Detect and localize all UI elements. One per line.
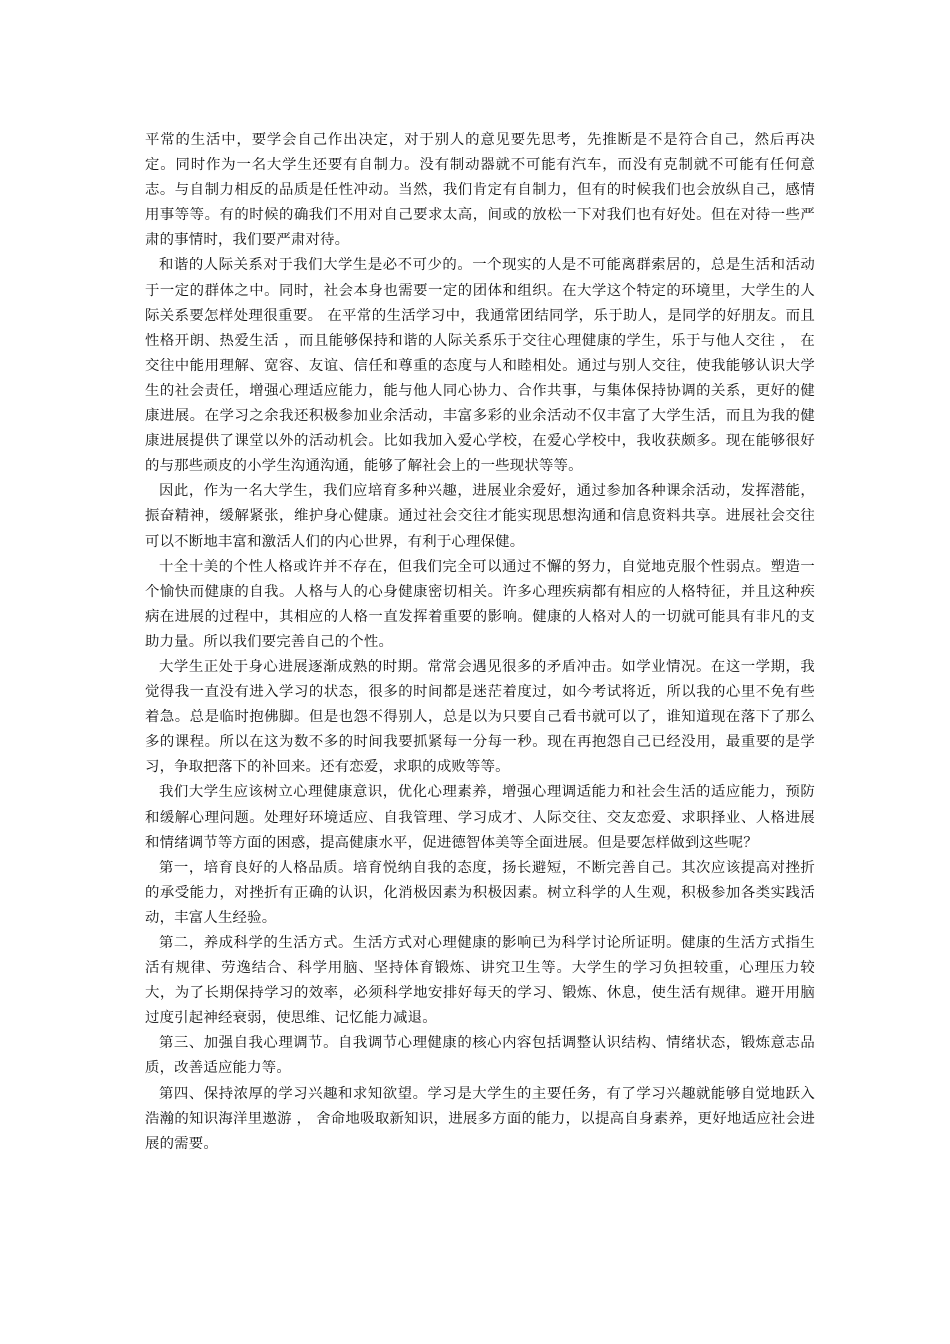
paragraph-interpersonal-relations: 和谐的人际关系对于我们大学生是必不可少的。一个现实的人是不可能离群索居的，总是生活和活动于一定的群体之中。同时，社会本身也需要一定的团体和组织。在大学这个特定的环境里，大学生的人际关系要怎样处理很重要。 在平常的生活学习中，我通常团结同学，乐于助人，是同学的好朋友。而且性格开朗、热爱生活 ，而且能够保持和谐的人际关系乐于交往心理健康的学生，乐于与他人交往 ， 在交往中能用理解、宽容、友谊、信任和尊重的态度与人和睦相处。通过与别人交往，使我能够认识大学生的社会责任，增强心理适应能力，能与他人同心协力、合作共事，与集体保持协调的关系，更好的健康进展。在学习之余我还积极参加业余活动，丰富多彩的业余活动不仅丰富了大学生活，而且为我的健康进展提供了课堂以外的活动机会。比如我加入爱心学校，在爱心学校中，我收获颇多。现在能够很好的与那些顽皮的小学生沟通沟通，能够了解社会上的一些现状等等。 [145,257,815,475]
paragraph-self-control: 平常的生活中，要学会自己作出决定，对于别人的意见要先思考，先推断是不是符合自己，然后再决定。同时作为一名大学生还要有自制力。没有制动器就不可能有汽车，而没有克制就不可能有任何意志。与自制力相反的品质是任性冲动。当然，我们肯定有自制力，但有的时候我们也会放纵自己，感情用事等等。有的时候的确我们不用对自己要求太高，间或的放松一下对我们也有好处。但在对待一些严肃的事情时，我们要严肃对待。 [145,132,815,249]
paragraph-point-three: 第三、加强自我心理调节。自我调节心理健康的核心内容包括调整认识结构、情绪状态，锻炼意志品质，改善适应能力等。 [145,1035,815,1077]
paragraph-study-conflicts: 大学生正处于身心进展逐渐成熟的时期。常常会遇见很多的矛盾冲击。如学业情况。在这一学期，我觉得我一直没有进入学习的状态，很多的时间都是迷茫着度过，如今考试将近，所以我的心里不免有些着急。总是临时抱佛脚。但是也怨不得别人，总是以为只要自己看书就可以了，谁知道现在落下了那么多的课程。所以在这为数不多的时间我要抓紧每一分每一秒。现在再抱怨自己已经没用，最重要的是学习，争取把落下的补回来。还有恋爱，求职的成败等等。 [145,658,815,776]
paragraph-mental-health-awareness: 我们大学生应该树立心理健康意识，优化心理素养，增强心理调适能力和社会生活的适应能力，预防和缓解心理问题。处理好环境适应、自我管理、学习成才、人际交往、交友恋爱、求职择业、人格进展和情绪调节等方面的困惑，提高健康水平，促进德智体美等全面进展。但是要怎样做到这些呢？ [145,784,815,851]
paragraph-personality: 十全十美的个性人格或许并不存在，但我们完全可以通过不懈的努力，自觉地克服个性弱点。塑造一个愉快而健康的自我。人格与人的心身健康密切相关。许多心理疾病都有相应的人格特征，并且这种疾病在进展的过程中，其相应的人格一直发挥着重要的影响。健康的人格对人的一切就可能具有非凡的支助力量。所以我们要完善自己的个性。 [145,558,815,650]
document-body [145,128,815,1157]
paragraph-point-one: 第一，培育良好的人格品质。培育悦纳自我的态度，扬长避短，不断完善自己。其次应该提高对挫折的承受能力，对挫折有正确的认识，化消极因素为积极因素。树立科学的人生观，积极参加各类实践活动，丰富人生经验。 [145,859,815,926]
paragraph-point-two: 第二，养成科学的生活方式。生活方式对心理健康的影响已为科学讨论所证明。健康的生活方式指生活有规律、劳逸结合、科学用脑、坚持体育锻炼、讲究卫生等。大学生的学习负担较重，心理压力较大，为了长期保持学习的效率，必须科学地安排好每天的学习、锻炼、休息，使生活有规律。避开用脑过度引起神经衰弱，使思维、记忆能力减退。 [145,935,815,1027]
paragraph-interests: 因此，作为一名大学生，我们应培育多种兴趣，进展业余爱好，通过参加各种课余活动，发挥潜能，振奋精神，缓解紧张，维护身心健康。通过社会交往才能实现思想沟通和信息资料共享。进展社会交往可以不断地丰富和激活人们的内心世界，有利于心理保健。 [145,483,815,550]
paragraph-point-four: 第四、保持浓厚的学习兴趣和求知欲望。学习是大学生的主要任务，有了学习兴趣就能够自觉地跃入浩瀚的知识海洋里遨游 ， 舍命地吸取新知识，进展多方面的能力，以提高自身素养，更好地适应社会进展的需要。 [145,1085,815,1152]
